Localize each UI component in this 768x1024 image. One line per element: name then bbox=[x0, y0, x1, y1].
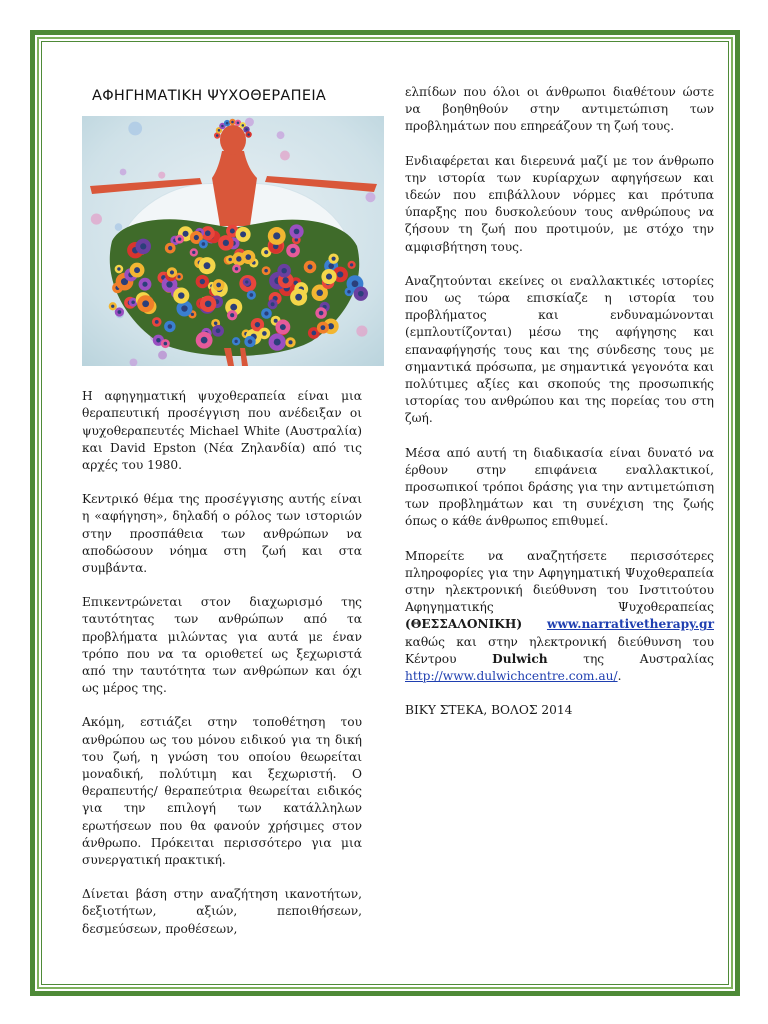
skirt-flower-center bbox=[216, 329, 221, 334]
skirt-flower-center bbox=[117, 267, 120, 270]
illustration-svg bbox=[82, 116, 384, 366]
paragraph-identity: Επικεντρώνεται στον διαχωρισμό της ταυτότητας των ανθρώπων από τα προβλήματα μιλώντας για αυτά με έναν τρόπο που να τα οριοθετεί ως ξεχωριστά από την ταυτότητα των ανθρώπων και όχι ως μέρος της. bbox=[82, 595, 362, 696]
skirt-flower-center bbox=[245, 281, 248, 284]
skirt-flower-center bbox=[181, 306, 187, 312]
skirt-flower-center bbox=[295, 294, 302, 301]
background-blossom bbox=[356, 326, 367, 337]
skirt-flower-center bbox=[248, 340, 253, 345]
skirt-flower-center bbox=[140, 243, 146, 249]
more-info-end: . bbox=[617, 669, 622, 684]
background-blossom bbox=[277, 131, 285, 139]
skirt-flower-center bbox=[111, 305, 114, 308]
skirt-flower-center bbox=[194, 235, 199, 240]
paragraph-dominant-stories: Ενδιαφέρεται και διερευνά μαζί με τον άνθρωπο την ιστορία των κυρίαρχων αφηγήσεων και ιδεών που επιβάλλουν νόρμες και πρότυπα ύπαρξης που δυσκολεύουν τους ανθρώπους να ζήσουν τη ζωή που προτιμούν, με στόχο την αμφισβήτηση τους. bbox=[405, 153, 714, 254]
skirt-flower-center bbox=[201, 337, 208, 344]
skirt-flower-center bbox=[178, 275, 181, 278]
skirt-flower-center bbox=[230, 304, 237, 311]
skirt-flower-center bbox=[166, 282, 172, 288]
skirt-flower-center bbox=[320, 325, 325, 330]
skirt-flower-center bbox=[240, 232, 246, 238]
background-blossom bbox=[280, 151, 290, 161]
hair-flower-center bbox=[218, 129, 221, 132]
skirt-flower-center bbox=[295, 238, 299, 242]
skirt-flower-center bbox=[178, 238, 182, 242]
skirt-flower-center bbox=[264, 312, 268, 316]
skirt-flower-center bbox=[155, 320, 159, 324]
skirt-flower-center bbox=[281, 268, 286, 273]
paragraph-hopes: ελπίδων που όλοι οι άνθρωποι διαθέτουν ώστε να βοηθηθούν στην αντιμετώπιση των προβλημάτων που επηρεάζουν τη ζωή τους. bbox=[405, 85, 714, 134]
background-blossom bbox=[128, 122, 142, 136]
skirt-flower-center bbox=[142, 301, 149, 308]
skirt-flower-center bbox=[328, 264, 334, 270]
skirt-flower-center bbox=[178, 293, 184, 299]
narrativetherapy-link[interactable]: www.narrativetherapy.gr bbox=[546, 617, 714, 632]
skirt-flower-center bbox=[216, 283, 221, 288]
skirt-flower-center bbox=[164, 342, 168, 346]
skirt-flower-center bbox=[205, 301, 212, 308]
skirt-flower-center bbox=[282, 277, 288, 283]
skirt-flower-center bbox=[347, 290, 351, 294]
institute-location: (ΘΕΣΣΑΛΟΝΙΚΗ) bbox=[405, 617, 523, 632]
skirt-flower-center bbox=[262, 331, 267, 336]
hair-flower-center bbox=[242, 124, 245, 127]
skirt-flower-center bbox=[245, 254, 251, 260]
paragraph-skills: Δίνεται βάση στην αναζήτηση ικανοτήτων, δεξιοτήτων, αξιών, πεποιθήσεων, δεσμεύσεων, προθέσεων, bbox=[82, 887, 362, 936]
skirt-flower-center bbox=[264, 250, 268, 254]
skirt-flower-center bbox=[337, 272, 343, 278]
skirt-flower-center bbox=[311, 331, 316, 336]
paragraph-narrative: Κεντρικό θέμα της προσέγγισης αυτής είναι η «αφήγηση», δηλαδή ο ρόλος των ιστοριών στην προσπάθεια των ανθρώπων να αποδώσουν νόημα στη ζωή και στα συμβάντα. bbox=[82, 492, 362, 576]
skirt-flower-center bbox=[168, 246, 172, 250]
dulwichcentre-link[interactable]: http://www.dulwichcentre.com.au/ bbox=[405, 669, 618, 684]
background-blossom bbox=[91, 214, 102, 225]
skirt-flower-center bbox=[280, 324, 286, 330]
skirt-flower-center bbox=[307, 265, 312, 270]
more-info-middle: καθώς και στην ηλεκτρονική διεύθυνση του Κέντρου bbox=[405, 634, 714, 666]
background-blossom bbox=[130, 359, 138, 367]
skirt-flower-center bbox=[214, 322, 218, 326]
skirt-flower-center bbox=[316, 290, 323, 297]
skirt-flower-center bbox=[204, 262, 211, 269]
skirt-flower-center bbox=[274, 319, 278, 323]
skirt-flower-center bbox=[134, 267, 140, 273]
skirt-flower-center bbox=[200, 279, 205, 284]
skirt-flower-center bbox=[234, 340, 237, 343]
skirt-flower-center bbox=[249, 293, 253, 297]
skirt-flower-center bbox=[183, 231, 189, 237]
background-blossom bbox=[115, 224, 123, 232]
skirt-flower-center bbox=[205, 231, 211, 237]
skirt-flower-center bbox=[271, 302, 275, 306]
skirt-flower-center bbox=[156, 338, 160, 342]
background-blossom bbox=[158, 351, 167, 360]
skirt-flower-center bbox=[326, 274, 332, 280]
skirt-flower-center bbox=[202, 242, 206, 246]
paragraph-expert: Ακόμη, εστιάζει στην τοποθέτηση του ανθρώπου ως του μόνου ειδικού για τη δική του ζωή, η γνώση του οποίου θεωρείται μοναδική, πολύτιμη και ξεχωριστή. Ο θεραπευτής/ θεραπεύτρια θεωρείται ειδικός για την επιλογή των κατάλληλων ερωτήσεων που θα φανούν χρήσιμες στον άνθρωπο. Πρόκειται περισσότερο για μια συνεργατική πρακτική. bbox=[82, 715, 362, 868]
skirt-flower-center bbox=[223, 240, 229, 246]
skirt-flower-center bbox=[142, 282, 147, 287]
head bbox=[220, 125, 246, 155]
skirt-flower-center bbox=[273, 233, 280, 240]
skirt-flower-center bbox=[235, 267, 239, 271]
skirt-flower-center bbox=[319, 311, 324, 316]
hair-flower-center bbox=[247, 133, 250, 136]
skirt-flower-center bbox=[192, 251, 195, 254]
dancing-woman-flowers-illustration bbox=[82, 116, 384, 366]
skirt-flower-center bbox=[352, 281, 359, 288]
document-title: ΑΦΗΓΗΜΑΤΙΚΗ ΨΥΧΟΘΕΡΑΠΕΙΑ bbox=[92, 88, 327, 104]
skirt-flower-center bbox=[350, 263, 353, 266]
background-blossom bbox=[120, 169, 127, 176]
background-blossom bbox=[365, 192, 375, 202]
right-column bbox=[405, 84, 714, 737]
skirt-flower-center bbox=[168, 324, 173, 329]
hair-flower-center bbox=[226, 122, 229, 125]
paragraph-alternative-stories: Αναζητούνται εκείνες οι εναλλακτικές ιστορίες που ως τώρα επισκίαζε η ιστορία του προβλήματος και ενδυναμώνονται (εμπλουτίζονται) μέσω της αφήγησης και επαναφήγησής τους και της σύνδεσης τους με σημαντικά πρόσωπα, με σημαντικά γεγονότα και πολύτιμες αξίες και σκοπούς της προσωπικής ιστορίας του ανθρώπου και της πορείας του στη ζωή. bbox=[405, 273, 714, 426]
paragraph-intro: Η αφηγηματική ψυχοθεραπεία είναι μια θεραπευτική προσέγγιση που ανέδειξαν οι ψυχοθεραπευτές Michael White (Αυστραλία) και David Epston (Νέα Ζηλανδία) από τις αρχές του 1980. bbox=[82, 389, 362, 473]
skirt-flower-center bbox=[236, 256, 241, 261]
paragraph-process: Μέσα από αυτή τη διαδικασία είναι δυνατό να έρθουν στην επιφάνεια εναλλακτικοί, προσωπικοί τρόποι δράσης για την αντιμετώπιση των προβλημάτων και τη συνέχιση της ζωής όπως ο κάθε άνθρωπος επιθυμεί. bbox=[405, 445, 714, 529]
more-info-intro: Μπορείτε να αναζητήσετε περισσότερες πληροφορίες για την Αφηγηματική Ψυχοθεραπεία στην ηλεκτρονική διεύθυνση του Ινστιτούτου Αφηγηματικής Ψυχοθεραπείας bbox=[405, 548, 714, 615]
skirt-flower-center bbox=[131, 301, 135, 305]
skirt-flower-center bbox=[288, 340, 292, 344]
skirt-flower-center bbox=[230, 229, 235, 234]
skirt-flower-center bbox=[230, 313, 234, 317]
dulwich-name: Dulwich bbox=[492, 651, 548, 666]
author-signature: ΒΙΚΥ ΣΤΕΚΑ, ΒΟΛΟΣ 2014 bbox=[405, 703, 573, 718]
skirt-flower-center bbox=[228, 258, 231, 261]
skirt-flower-center bbox=[358, 291, 364, 297]
left-column bbox=[82, 84, 362, 955]
background-blossom bbox=[158, 172, 165, 179]
skirt-flower-center bbox=[332, 257, 336, 261]
skirt-flower-center bbox=[264, 269, 268, 273]
more-info-country: της Αυστραλίας bbox=[547, 651, 714, 666]
skirt-flower-center bbox=[118, 310, 122, 314]
hair-flower-center bbox=[221, 125, 224, 128]
skirt-flower-center bbox=[294, 229, 300, 235]
hair-flower-center bbox=[245, 128, 248, 131]
skirt-flower-center bbox=[274, 339, 281, 346]
hair-flower-center bbox=[231, 121, 234, 124]
skirt-flower-center bbox=[170, 271, 174, 275]
hair-flower-center bbox=[216, 134, 219, 137]
paragraph-more-info bbox=[405, 548, 714, 686]
skirt-flower-center bbox=[255, 322, 260, 327]
hair-flower-center bbox=[237, 122, 240, 125]
skirt-flower-center bbox=[191, 313, 194, 316]
skirt-flower-center bbox=[290, 248, 295, 253]
background-blossom bbox=[245, 118, 254, 127]
